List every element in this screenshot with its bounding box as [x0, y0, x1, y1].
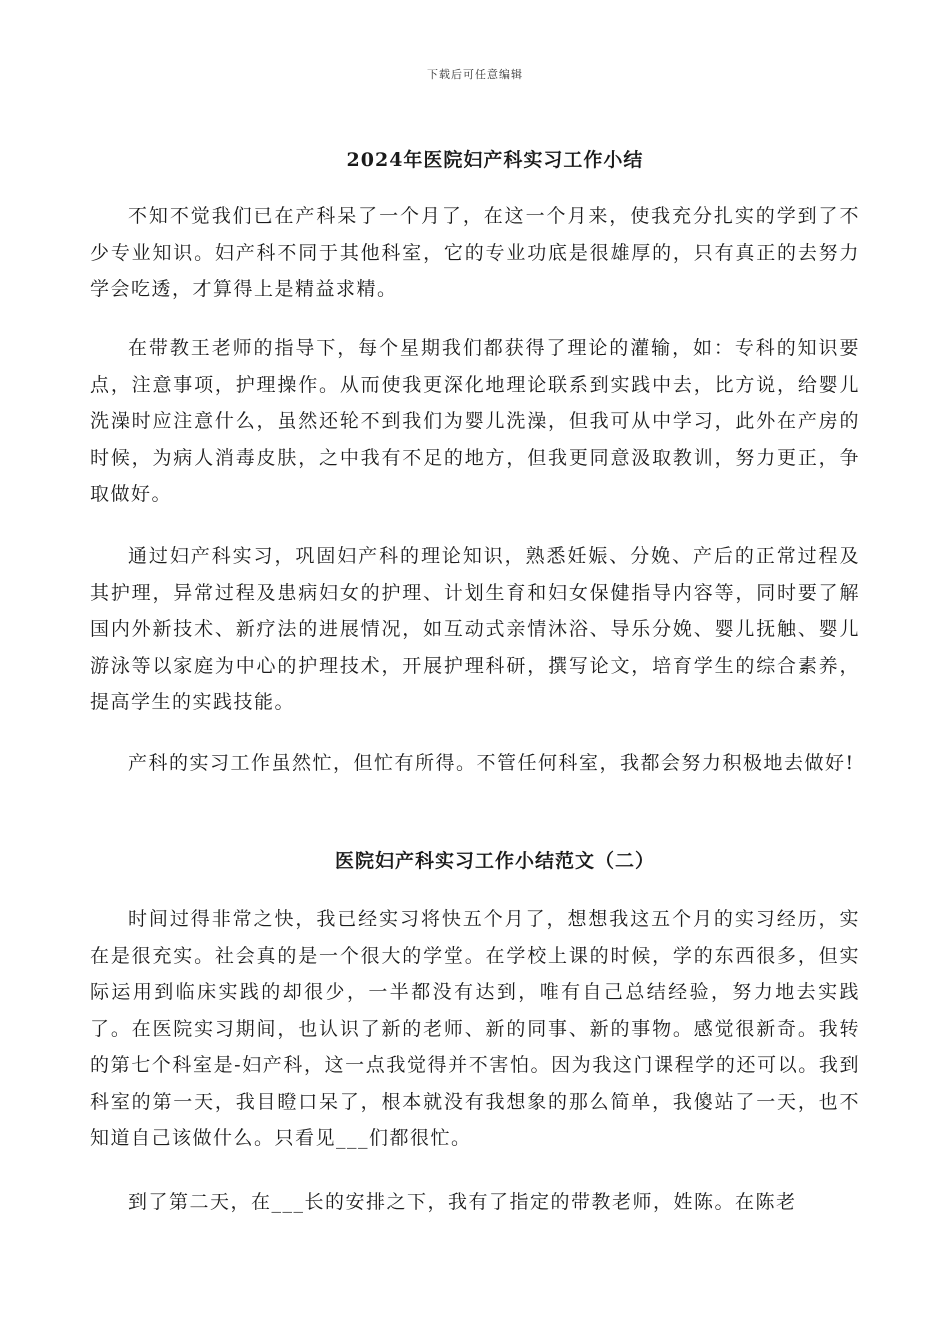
paragraph: 到了第二天，在___长的安排之下，我有了指定的带教老师，姓陈。在陈老 — [128, 1191, 797, 1213]
document-title: 2024年医院妇产科实习工作小结 — [346, 149, 644, 171]
paragraph: 通过妇产科实习，巩固妇产科的理论知识，熟悉妊娠、分娩、产后的正常过程及其护理，异常过程及患病妇女的护理、计划生育和妇女保健指导内容等，同时要了解国内外新技术、新疗法的进展情况，如互动式亲情沐浴、导乐分娩、婴儿抚触、婴儿游泳等以家庭为中心的护理技术，开展护理科研，撰写论文，培育学生的综合素养，提高学生的实践技能。 — [90, 545, 860, 713]
paragraph: 在带教王老师的指导下，每个星期我们都获得了理论的灌输，如：专科的知识要点，注意事项，护理操作。从而使我更深化地理论联系到实践中去，比方说，给婴儿洗澡时应注意什么，虽然还轮不到我们为婴儿洗澡，但我可从中学习，此外在产房的时候，为病人消毒皮肤，之中我有不足的地方，但我更同意汲取教训，努力更正，争取做好。 — [90, 337, 860, 505]
paragraph: 时间过得非常之快，我已经实习将快五个月了，想想我这五个月的实习经历，实在是很充实。社会真的是一个很大的学堂。在学校上课的时候，学的东西很多，但实际运用到临床实践的却很少，一半都没有达到，唯有自己总结经验，努力地去实践了。在医院实习期间，也认识了新的老师、新的同事、新的事物。感觉很新奇。我转的第七个科室是-妇产科，这一点我觉得并不害怕。因为我这门课程学的还可以。我到科室的第一天，我目瞪口呆了，根本就没有我想象的那么简单，我傻站了一天，也不知道自己该做什么。只看见___们都很忙。 — [90, 908, 860, 1149]
header-note: 下载后可任意编辑 — [427, 68, 523, 81]
paragraph: 不知不觉我们已在产科呆了一个月了，在这一个月来，使我充分扎实的学到了不少专业知识。妇产科不同于其他科室，它的专业功底是很雄厚的，只有真正的去努力学会吃透，才算得上是精益求精。 — [90, 205, 860, 300]
section-title: 医院妇产科实习工作小结范文（二） — [334, 850, 655, 872]
paragraph: 产科的实习工作虽然忙，但忙有所得。不管任何科室，我都会努力积极地去做好! — [128, 752, 855, 774]
